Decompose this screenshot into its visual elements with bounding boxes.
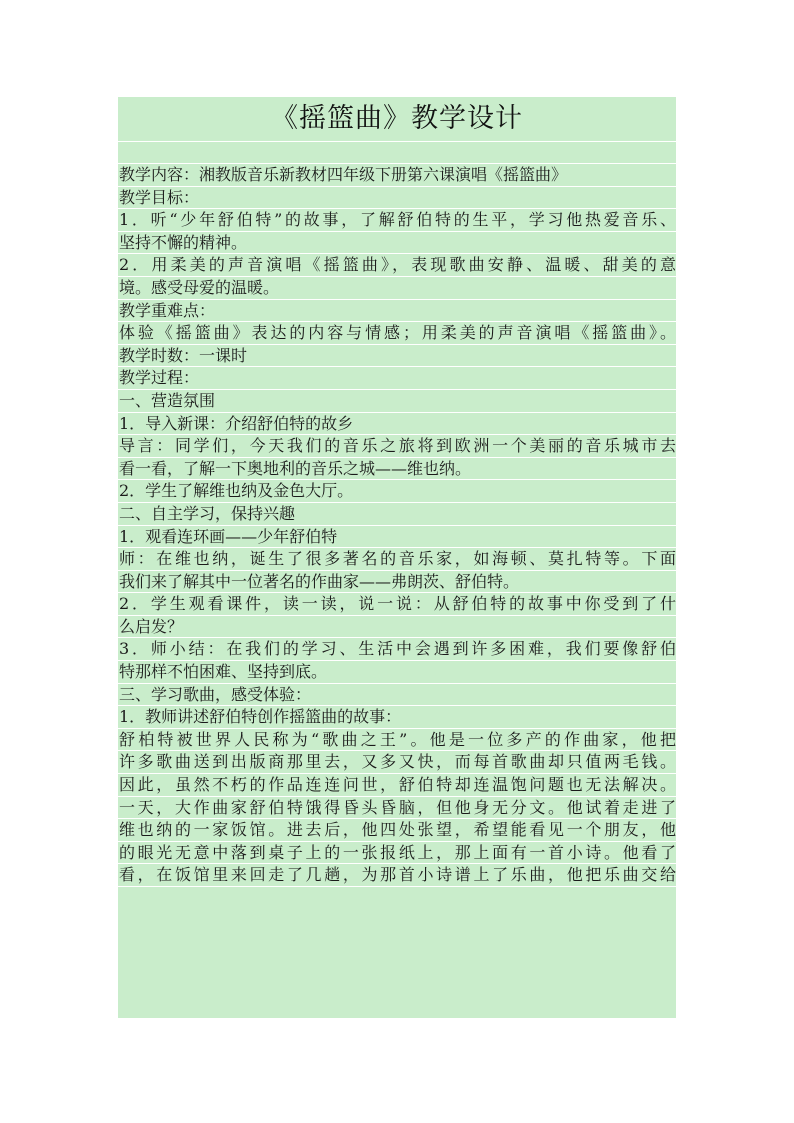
text-line: 维也纳的一家饭馆。进去后，他四处张望，希望能看见一个朋友，他	[118, 819, 676, 842]
text-line: 教学时数：一课时	[118, 345, 676, 368]
document-title: 《摇篮曲》教学设计	[118, 97, 676, 142]
blank-row	[118, 142, 676, 164]
text-line: 的眼光无意中落到桌子上的一张报纸上，那上面有一首小诗。他看了	[118, 842, 676, 865]
text-line: 教学内容：湘教版音乐新教材四年级下册第六课演唱《摇篮曲》	[118, 164, 676, 187]
text-line: 么启发？	[118, 616, 676, 639]
text-line: 师：在维也纳，诞生了很多著名的音乐家，如海顿、莫扎特等。下面	[118, 548, 676, 571]
text-line: 体验《摇篮曲》表达的内容与情感；用柔美的声音演唱《摇篮曲》。	[118, 322, 676, 345]
text-line: 坚持不懈的精神。	[118, 232, 676, 255]
text-line: 3．师小结：在我们的学习、生活中会遇到许多困难，我们要像舒伯	[118, 638, 676, 661]
text-line: 1．教师讲述舒伯特创作摇篮曲的故事：	[118, 706, 676, 729]
lesson-plan-document	[118, 97, 676, 1018]
text-line: 教学目标：	[118, 187, 676, 210]
text-line: 看一看，了解一下奥地利的音乐之城——维也纳。	[118, 458, 676, 481]
text-line: 境。感受母爱的温暖。	[118, 277, 676, 300]
document-body	[118, 164, 676, 887]
text-line: 1．听“少年舒伯特”的故事，了解舒伯特的生平，学习他热爱音乐、	[118, 209, 676, 232]
text-line: 我们来了解其中一位著名的作曲家——弗朗茨、舒伯特。	[118, 571, 676, 594]
text-line: 看，在饭馆里来回走了几趟，为那首小诗谱上了乐曲，他把乐曲交给	[118, 864, 676, 887]
text-line: 因此，虽然不朽的作品连连问世，舒伯特却连温饱问题也无法解决。	[118, 774, 676, 797]
text-line: 2．学生观看课件，读一读，说一说：从舒伯特的故事中你受到了什	[118, 593, 676, 616]
text-line: 一天，大作曲家舒伯特饿得昏头昏脑，但他身无分文。他试着走进了	[118, 797, 676, 820]
text-line: 许多歌曲送到出版商那里去，又多又快，而每首歌曲却只值两毛钱。	[118, 751, 676, 774]
text-line: 导言：同学们，今天我们的音乐之旅将到欧洲一个美丽的音乐城市去	[118, 435, 676, 458]
text-line: 一、营造氛围	[118, 390, 676, 413]
text-line: 三、学习歌曲，感受体验：	[118, 684, 676, 707]
text-line: 特那样不怕困难、坚持到底。	[118, 661, 676, 684]
text-line: 二、自主学习，保持兴趣	[118, 503, 676, 526]
text-line: 教学重难点：	[118, 300, 676, 323]
text-line: 1．导入新课：介绍舒伯特的故乡	[118, 413, 676, 436]
text-line: 1．观看连环画——少年舒伯特	[118, 526, 676, 549]
text-line: 2．学生了解维也纳及金色大厅。	[118, 480, 676, 503]
text-line: 2．用柔美的声音演唱《摇篮曲》，表现歌曲安静、温暖、甜美的意	[118, 254, 676, 277]
text-line: 教学过程：	[118, 367, 676, 390]
text-line: 舒柏特被世界人民称为“歌曲之王”。他是一位多产的作曲家，他把	[118, 729, 676, 752]
